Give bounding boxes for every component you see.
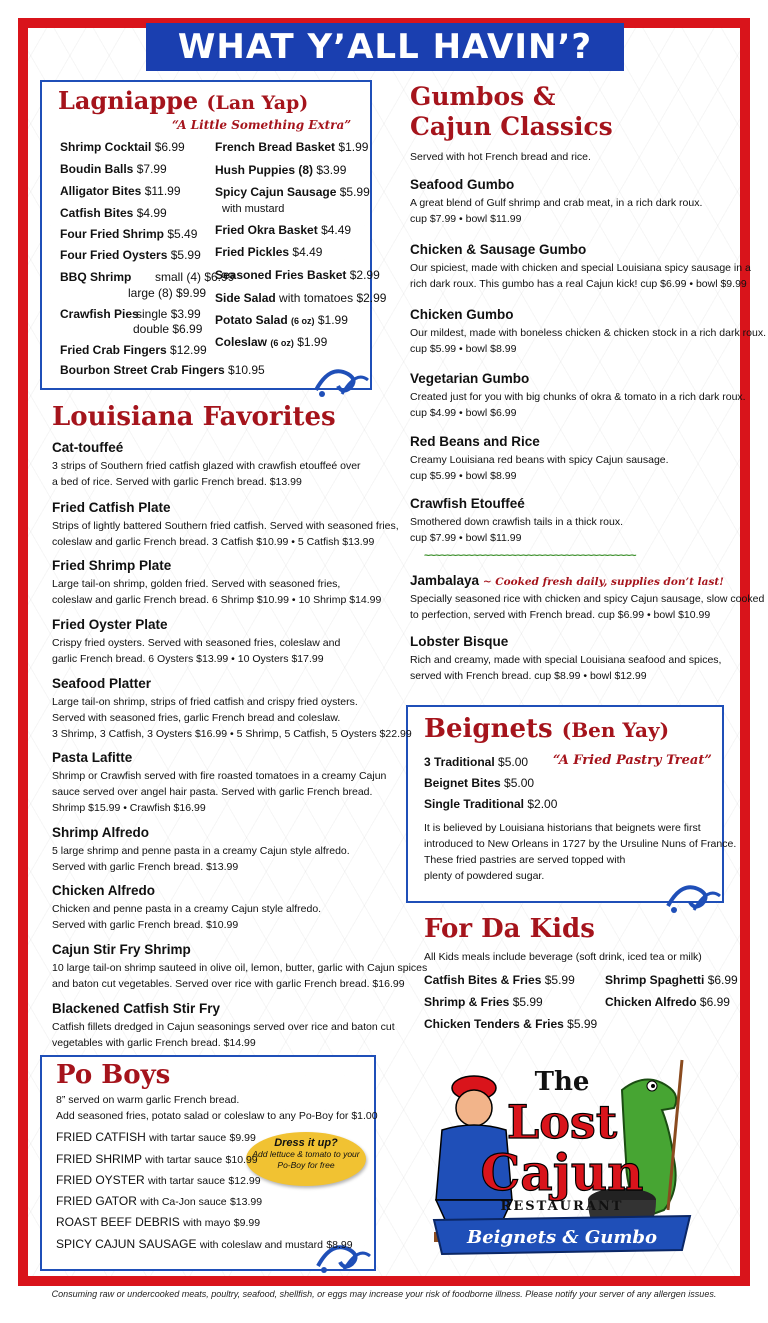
poboy-price: $12.99 xyxy=(228,1175,261,1187)
beignet-item xyxy=(424,755,528,769)
poboy-item xyxy=(56,1215,260,1229)
gumbo-item-desc: cup $5.99 • bowl $8.99 xyxy=(410,343,517,355)
favorite-item-desc: Catfish fillets dredged in Cajun seasonings served over rice and baton cut xyxy=(52,1021,395,1033)
item-name: Hush Puppies (8) xyxy=(215,163,314,177)
menu-item xyxy=(215,268,380,282)
favorite-item-desc: 3 Shrimp, 3 Catfish, 3 Oysters $16.99 • 5 Shrimp, 5 Catfish, 5 Oysters $22.99 xyxy=(52,728,412,740)
gumbo-item-desc: cup $7.99 • bowl $11.99 xyxy=(410,532,522,544)
favorite-item-title: Shrimp Alfredo xyxy=(52,825,150,840)
gumbos-title-line-2: Cajun Classics xyxy=(410,112,613,141)
poboy-with: with coleslaw and mustard xyxy=(199,1239,323,1251)
gumbo-item-title: Seafood Gumbo xyxy=(410,177,515,192)
item-price: $3.99 xyxy=(316,163,347,177)
item-price: $5.99 xyxy=(567,1017,598,1031)
poboy-name: ROAST BEEF DEBRIS xyxy=(56,1215,180,1229)
favorite-item-desc: Shrimp $15.99 • Crawfish $16.99 xyxy=(52,802,206,814)
item-name: Chicken Alfredo xyxy=(605,995,697,1009)
poboy-price: $9.99 xyxy=(229,1132,256,1144)
item-price: $5.49 xyxy=(167,227,198,241)
item-price: $4.49 xyxy=(292,245,323,259)
menu-item-crawfish-pies: Crawfish Pies xyxy=(60,307,139,321)
gumbo-item-title: Red Beans and Rice xyxy=(410,434,540,449)
logo-lost: Lost xyxy=(506,1095,618,1149)
poboy-item xyxy=(56,1173,261,1187)
menu-item-coleslaw: Coleslaw (6 oz) $1.99 xyxy=(215,335,328,349)
poboy-with: with Ca-Jon sauce xyxy=(140,1196,227,1208)
kids-item xyxy=(424,995,543,1009)
bbq-large-price: large (8) $9.99 xyxy=(128,286,207,300)
beignets-history-line: It is believed by Louisiana historians that beignets were first xyxy=(424,822,701,834)
beignets-tagline: “A Fried Pastry Treat” xyxy=(553,753,712,768)
item-name: Chicken Tenders & Fries xyxy=(424,1017,564,1031)
poboy-with: with tartar sauce xyxy=(149,1132,227,1144)
dress-it-up-title: Dress it up? xyxy=(274,1137,338,1149)
favorite-item-desc: and baton cut vegetables. Served over rice with garlic French bread. $16.99 xyxy=(52,978,405,990)
beignet-item xyxy=(424,797,557,811)
kids-title: For Da Kids xyxy=(424,914,595,944)
item-price: $2.00 xyxy=(527,797,558,811)
item-name: Shrimp & Fries xyxy=(424,995,510,1009)
menu-item xyxy=(215,223,351,237)
favorite-item-desc: coleslaw and garlic French bread. 3 Catfish $10.99 • 5 Catfish $13.99 xyxy=(52,536,375,548)
item-name: Catfish Bites & Fries xyxy=(424,973,542,987)
menu-item-bourbon-crab: Bourbon Street Crab Fingers $10.95 xyxy=(60,363,265,377)
item-name: Fried Okra Basket xyxy=(215,223,318,237)
poboy-with: with tartar sauce xyxy=(145,1154,223,1166)
gumbo-item-desc: Our mildest, made with boneless chicken & chicken stock in a rich dark roux. xyxy=(410,327,766,339)
beignets-title: Beignets (Ben Yay) xyxy=(424,714,670,744)
favorite-item-desc: Strips of lightly battered Southern fried catfish. Served with seasoned fries, xyxy=(52,520,399,532)
lagniappe-title: Lagniappe (Lan Yap) xyxy=(58,86,309,115)
menu-item-jambalaya: Jambalaya ~ Cooked fresh daily, supplies don’t last! xyxy=(410,573,724,588)
swirl-ornament-icon xyxy=(312,360,370,400)
menu-item-side-salad: Side Salad with tomatoes $2.99 xyxy=(215,291,387,305)
menu-item xyxy=(60,184,181,198)
menu-item-spicy-cajun-sausage: Spicy Cajun Sausage $5.99 xyxy=(215,185,370,199)
favorite-item-title: Fried Shrimp Plate xyxy=(52,558,172,573)
item-name: Single Traditional xyxy=(424,797,525,811)
favorite-item-desc: Large tail-on shrimp, strips of fried catfish and crispy fried oysters. xyxy=(52,696,358,708)
kids-item xyxy=(605,995,730,1009)
favorite-item-desc: Served with garlic French bread. $10.99 xyxy=(52,919,239,931)
item-name: Shrimp Spaghetti xyxy=(605,973,705,987)
item-price: $5.99 xyxy=(170,248,201,262)
favorite-item-title: Seafood Platter xyxy=(52,676,152,691)
favorite-item-desc: coleslaw and garlic French bread. 6 Shrimp $10.99 • 10 Shrimp $14.99 xyxy=(52,594,382,606)
lagniappe-tagline: “A Little Something Extra” xyxy=(172,118,352,132)
spicy-sausage-note: with mustard xyxy=(222,203,285,215)
kids-item xyxy=(424,973,575,987)
menu-item xyxy=(60,248,201,262)
favorite-item-title: Fried Catfish Plate xyxy=(52,500,171,515)
item-name: Seasoned Fries Basket xyxy=(215,268,347,282)
favorite-item-title: Cajun Stir Fry Shrimp xyxy=(52,942,191,957)
poboy-name: FRIED OYSTER xyxy=(56,1173,145,1187)
favorite-item-desc: Large tail-on shrimp, golden fried. Served with seasoned fries, xyxy=(52,578,341,590)
menu-item-fried-crab-fingers: Fried Crab Fingers $12.99 xyxy=(60,343,207,357)
item-price: $4.49 xyxy=(321,223,352,237)
jambalaya-desc-2: to perfection, served with French bread. cup $6.99 • bowl $10.99 xyxy=(410,609,711,621)
item-price: $6.99 xyxy=(699,995,730,1009)
menu-item xyxy=(215,245,322,259)
favorite-item-desc: Shrimp or Crawfish served with fire roasted tomatoes in a creamy Cajun xyxy=(52,770,387,782)
menu-item-lobster-bisque: Lobster Bisque xyxy=(410,634,509,649)
item-price: $4.99 xyxy=(136,206,167,220)
menu-item-potato-salad: Potato Salad (6 oz) $1.99 xyxy=(215,313,348,327)
menu-item xyxy=(215,163,346,177)
favorite-item-title: Cat-touffeé xyxy=(52,440,124,455)
item-name: Four Fried Shrimp xyxy=(60,227,165,241)
poboy-price: $8.99 xyxy=(326,1239,353,1251)
bbq-small-price: small (4) $6.99 xyxy=(155,270,235,284)
poboy-with: with mayo xyxy=(183,1217,231,1229)
poboy-name: FRIED SHRIMP xyxy=(56,1152,142,1166)
crawfish-pies-double: double $6.99 xyxy=(133,322,203,336)
beignets-history-line: plenty of powdered sugar. xyxy=(424,870,545,882)
gumbo-item-title: Chicken Gumbo xyxy=(410,307,514,322)
menu-item xyxy=(60,162,167,176)
gumbos-divider: ~~~~~~~~~~~~~~~~~~~~~~~~~~~~~~~~~~~~~~~ xyxy=(424,550,636,562)
beignets-history-line: These fried pastries are served topped with xyxy=(424,854,626,866)
favorite-item-title: Chicken Alfredo xyxy=(52,883,156,898)
favorite-item-desc: Crispy fried oysters. Served with seasoned fries, coleslaw and xyxy=(52,637,341,649)
menu-item-bbq-shrimp: BBQ Shrimp xyxy=(60,270,132,284)
poboy-item xyxy=(56,1194,262,1208)
item-name: Fried Pickles xyxy=(215,245,290,259)
dress-it-up-line-2: Po-Boy for free xyxy=(277,1160,335,1170)
gumbo-item-desc: A great blend of Gulf shrimp and crab meat, in a rich dark roux. xyxy=(410,197,703,209)
gumbo-item-desc: cup $5.99 • bowl $8.99 xyxy=(410,470,517,482)
item-price: $11.99 xyxy=(144,184,181,198)
item-price: $7.99 xyxy=(136,162,167,176)
gumbo-item-desc: Creamy Louisiana red beans with spicy Cajun sausage. xyxy=(410,454,669,466)
menu-item xyxy=(215,140,368,154)
item-name: Alligator Bites xyxy=(60,184,142,198)
gumbo-item-desc: cup $4.99 • bowl $6.99 xyxy=(410,407,517,419)
item-name: French Bread Basket xyxy=(215,140,336,154)
gumbo-item-title: Vegetarian Gumbo xyxy=(410,371,530,386)
item-price: $6.99 xyxy=(707,973,738,987)
louisiana-title: Louisiana Favorites xyxy=(52,402,336,432)
allergen-disclaimer: Consuming raw or undercooked meats, poultry, seafood, shellfish, or eggs may increase your risk of foodborne illness. Please notify your server of any allergen issues. xyxy=(51,1289,717,1299)
menu-header: WHAT Y’ALL HAVIN’? xyxy=(146,23,624,71)
gumbo-item-desc: Smothered down crawfish tails in a thick roux. xyxy=(410,516,624,528)
poboy-with: with tartar sauce xyxy=(148,1175,226,1187)
item-price: $5.99 xyxy=(512,995,543,1009)
favorite-item-desc: Served with seasoned fries, garlic French bread and coleslaw. xyxy=(52,712,341,724)
favorite-item-title: Fried Oyster Plate xyxy=(52,617,168,632)
menu-item xyxy=(60,227,197,241)
logo-cajun: Cajun xyxy=(480,1143,644,1202)
gumbos-title-line-1: Gumbos & xyxy=(410,82,556,111)
favorite-item-title: Pasta Lafitte xyxy=(52,750,133,765)
poboy-item xyxy=(56,1130,256,1144)
item-name: 3 Traditional xyxy=(424,755,495,769)
dress-it-up-badge xyxy=(246,1132,366,1186)
beignets-history-line: introduced to New Orleans in 1727 by the Ursuline Nuns of France. xyxy=(424,838,737,850)
menu-item xyxy=(60,140,185,154)
kids-subtitle: All Kids meals include beverage (soft drink, iced tea or milk) xyxy=(424,951,702,963)
poboy-price: $9.99 xyxy=(233,1217,261,1229)
lost-cajun-logo xyxy=(412,1050,712,1270)
favorite-item-title: Blackened Catfish Stir Fry xyxy=(52,1001,221,1016)
favorite-item-desc: sauce served over angel hair pasta. Served with garlic French bread. xyxy=(52,786,373,798)
poboys-note-2: Add seasoned fries, potato salad or coleslaw to any Po-Boy for $1.00 xyxy=(56,1110,378,1122)
gumbo-item-title: Crawfish Etouffeé xyxy=(410,496,525,511)
poboy-item xyxy=(56,1237,353,1251)
favorite-item-desc: Served with garlic French bread. $13.99 xyxy=(52,861,239,873)
gumbo-item-desc: cup $7.99 • bowl $11.99 xyxy=(410,213,522,225)
item-name: Shrimp Cocktail xyxy=(60,140,152,154)
item-price: $5.00 xyxy=(504,776,535,790)
poboy-item xyxy=(56,1152,258,1166)
item-price: $5.99 xyxy=(544,973,575,987)
favorite-item-desc: garlic French bread. 6 Oysters $13.99 • 10 Oysters $17.99 xyxy=(52,653,324,665)
bisque-desc-2: served with French bread. cup $8.99 • bowl $12.99 xyxy=(410,670,647,682)
item-name: Catfish Bites xyxy=(60,206,134,220)
jambalaya-desc-1: Specially seasoned rice with chicken and spicy Cajun sausage, slow cooked xyxy=(410,593,765,605)
gumbo-item-desc: Our spiciest, made with chicken and special Louisiana spicy sausage in a xyxy=(410,262,751,274)
gumbo-item-desc: rich dark roux. This gumbo has a real Cajun kick! cup $6.99 • bowl $9.99 xyxy=(410,278,747,290)
favorite-item-desc: 5 large shrimp and penne pasta in a creamy Cajun style alfredo. xyxy=(52,845,350,857)
logo-the: The xyxy=(534,1067,590,1097)
poboy-price: $10.99 xyxy=(225,1154,258,1166)
poboys-title: Po Boys xyxy=(56,1060,171,1090)
gumbos-title xyxy=(410,82,613,142)
item-price: $6.99 xyxy=(154,140,185,154)
favorite-item-desc: vegetables with garlic French bread. $14.99 xyxy=(52,1037,256,1049)
gumbos-subtitle: Served with hot French bread and rice. xyxy=(410,151,591,163)
kids-item xyxy=(424,1017,597,1031)
crawfish-pies-single: single $3.99 xyxy=(136,307,201,321)
favorite-item-desc: Chicken and penne pasta in a creamy Cajun style alfredo. xyxy=(52,903,322,915)
favorite-item-desc: a bed of rice. Served with garlic French bread. $13.99 xyxy=(52,476,302,488)
poboy-price: $13.99 xyxy=(229,1196,263,1208)
gumbo-item-desc: Created just for you with big chunks of okra & tomato in a rich dark roux. xyxy=(410,391,746,403)
logo-restaurant: RESTAURANT xyxy=(500,1199,624,1214)
favorite-item-desc: 3 strips of Southern fried catfish glazed with crawfish etouffeé over xyxy=(52,460,361,472)
poboys-note-1: 8” served on warm garlic French bread. xyxy=(56,1094,240,1106)
item-price: $1.99 xyxy=(338,140,369,154)
dress-it-up-line-1: Add lettuce & tomato to your xyxy=(252,1149,360,1159)
favorite-item-desc: 10 large tail-on shrimp sauteed in olive oil, lemon, butter, garlic with Cajun spices xyxy=(52,962,428,974)
kids-item xyxy=(605,973,738,987)
poboy-name: FRIED CATFISH xyxy=(56,1130,146,1144)
item-name: Four Fried Oysters xyxy=(60,248,168,262)
swirl-ornament-icon xyxy=(664,876,722,916)
beignet-item xyxy=(424,776,534,790)
menu-item xyxy=(60,206,167,220)
item-name: Boudin Balls xyxy=(60,162,134,176)
bisque-desc-1: Rich and creamy, made with special Louisiana seafood and spices, xyxy=(410,654,722,666)
item-price: $2.99 xyxy=(349,268,380,282)
item-name: Beignet Bites xyxy=(424,776,501,790)
gumbo-item-title: Chicken & Sausage Gumbo xyxy=(410,242,587,257)
poboy-name: SPICY CAJUN SAUSAGE xyxy=(56,1237,197,1251)
logo-ribbon-text: Beignets & Gumbo xyxy=(467,1227,657,1248)
poboy-name: FRIED GATOR xyxy=(56,1194,137,1208)
item-price: $5.00 xyxy=(498,755,529,769)
